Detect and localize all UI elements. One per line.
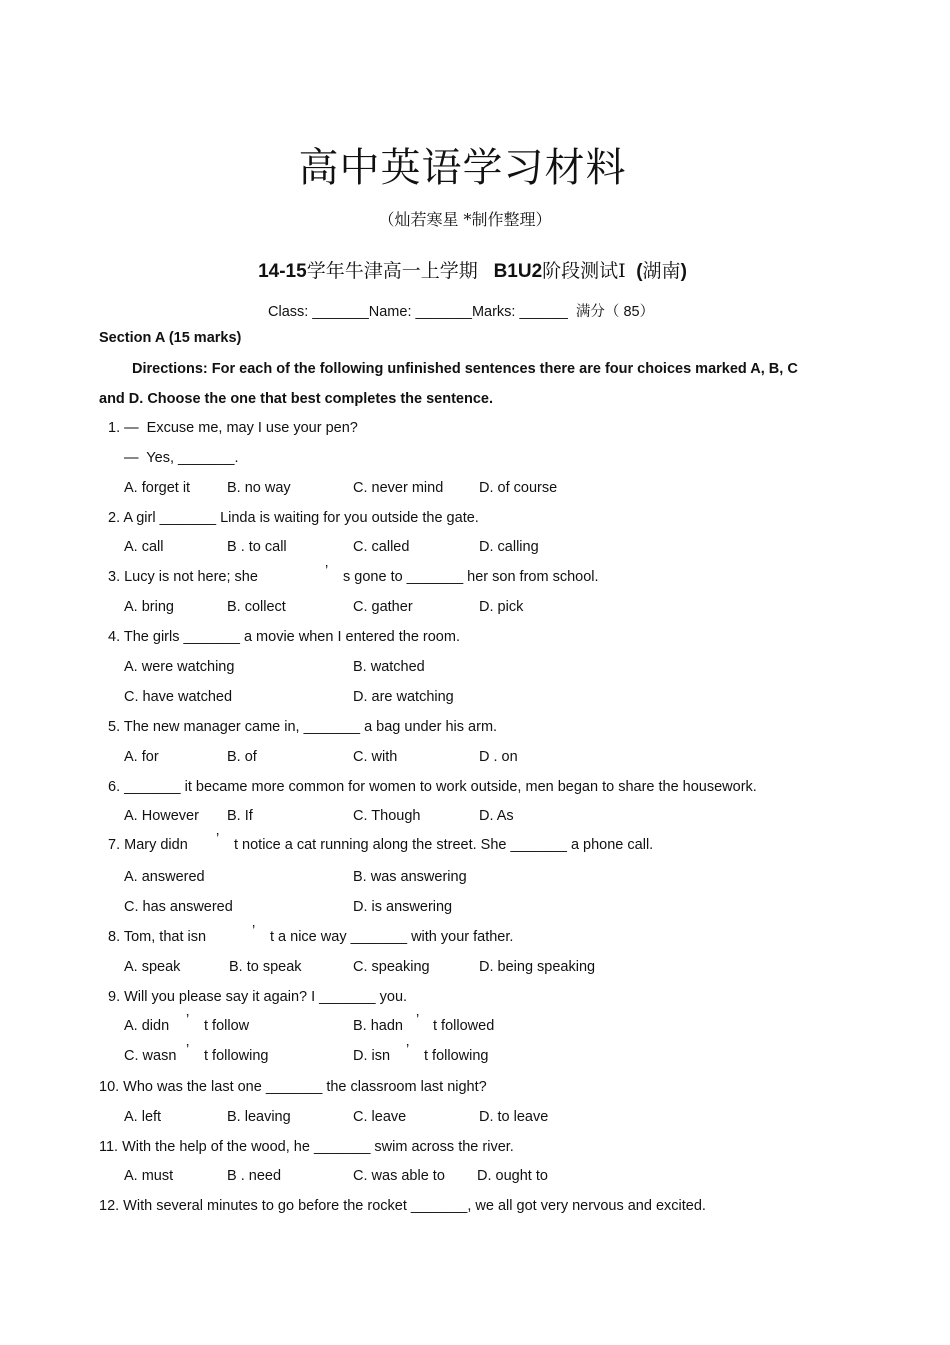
test-title-region: 湖南 [642,260,681,282]
page-subtitle: （灿若寒星 *制作整理） [378,210,552,229]
option-d: D . on [479,749,518,765]
apostrophe: ’ [252,923,256,939]
question-stem: 9. Will you please say it again? I _______ you. [108,989,408,1005]
option-a: A. However [124,808,199,824]
option-a: A. answered [124,869,205,885]
option-b: B. to speak [229,959,302,975]
option-c: C. was able to [353,1168,445,1184]
question-stem-cont: s gone to _______ her son from school. [343,569,599,585]
question-stem: 11. With the help of the wood, he _______ swim across the river. [99,1139,514,1155]
option-a: A. must [124,1168,174,1184]
test-title-term: 学年牛津高一上学期 [306,260,478,282]
option-a: A. left [124,1109,162,1125]
question-stem: 7. Mary didn [108,837,188,853]
test-title-unit: B1U2 [493,261,543,282]
option-c: C. gather [353,599,413,615]
option-c: C. called [353,539,410,555]
question-stem: 4. The girls _______ a movie when I entered the room. [108,629,460,645]
option-b: B. watched [353,659,425,675]
test-title [0,256,945,283]
option-b: B. collect [227,599,286,615]
question-stem: 2. A girl _______ Linda is waiting for you outside the gate. [108,510,479,526]
section-heading: Section A (15 marks) [99,330,242,346]
apostrophe: ’ [186,1012,190,1028]
question-stem: 6. _______ it became more common for women to work outside, men began to share the housework. [108,779,757,795]
question-stem-cont: t notice a cat running along the street. She _______ a phone call. [234,837,654,853]
test-title-year: 14-15 [258,261,307,282]
option-b: B. hadn [353,1018,403,1034]
apostrophe: ’ [186,1042,190,1058]
option-b-cont: t followed [433,1018,495,1034]
option-c: C. wasn [124,1048,177,1064]
option-c: C. have watched [124,689,233,705]
option-a: A. were watching [124,659,235,675]
option-b: B . to call [227,539,287,555]
option-c: C. leave [353,1109,407,1125]
question-stem: 1. — Excuse me, may I use your pen? [108,420,358,436]
option-d: D. As [479,808,514,824]
option-d: D. calling [479,539,539,555]
option-b: B. was answering [353,869,467,885]
apostrophe: ’ [406,1042,410,1058]
option-a: A. for [124,749,159,765]
option-d: D. pick [479,599,524,615]
option-d: D. are watching [353,689,454,705]
option-a: A. speak [124,959,181,975]
option-d: D. ought to [477,1168,548,1184]
option-d: D. is answering [353,899,453,915]
section-directions: Directions: For each of the following unfinished sentences there are four choices marked A, B, C and D. Choose the one that best completes the sentence. [99,361,798,407]
option-b: B. leaving [227,1109,291,1125]
option-c: C. never mind [353,480,444,496]
apostrophe: ’ [416,1012,420,1028]
test-title-paren-open: ( [636,261,643,282]
apostrophe: ’ [216,831,220,847]
option-a: A. forget it [124,480,191,496]
option-a-cont: t follow [204,1018,250,1034]
option-c: C. has answered [124,899,233,915]
option-c: C. speaking [353,959,430,975]
option-a: A. bring [124,599,174,615]
option-c-cont: t following [204,1048,269,1064]
option-b: B. of [227,749,257,765]
question-stem: 3. Lucy is not here; she [108,569,258,585]
option-b: B. If [227,808,253,824]
option-c: C. Though [353,808,421,824]
question-stem: 5. The new manager came in, _______ a bag under his arm. [108,719,498,735]
test-title-paren-close: ) [680,261,687,282]
question-stem: 8. Tom, that isn [108,929,207,945]
option-c: C. with [353,749,398,765]
option-a: A. call [124,539,164,555]
option-d: D. isn [353,1048,391,1064]
apostrophe: ’ [325,563,329,579]
question-stem: 10. Who was the last one _______ the classroom last night? [99,1079,487,1095]
option-b: B . need [227,1168,282,1184]
page-title: 高中英语学习材料 [298,145,627,191]
option-a: A. didn [124,1018,170,1034]
option-d-cont: t following [424,1048,489,1064]
question-stem: 12. With several minutes to go before the rocket _______, we all got very nervous and excited. [99,1198,706,1214]
option-d: D. to leave [479,1109,549,1125]
option-d: D. being speaking [479,959,596,975]
question-stem-cont: t a nice way _______ with your father. [270,929,514,945]
option-b: B. no way [227,480,291,496]
test-title-stage: 阶段测试Ⅰ [542,260,626,282]
question-stem-line2: — Yes, _______. [124,450,239,466]
student-info-line: Class: _______Name: _______Marks: ______ 满分（ 85） [268,304,655,320]
option-d: D. of course [479,480,558,496]
